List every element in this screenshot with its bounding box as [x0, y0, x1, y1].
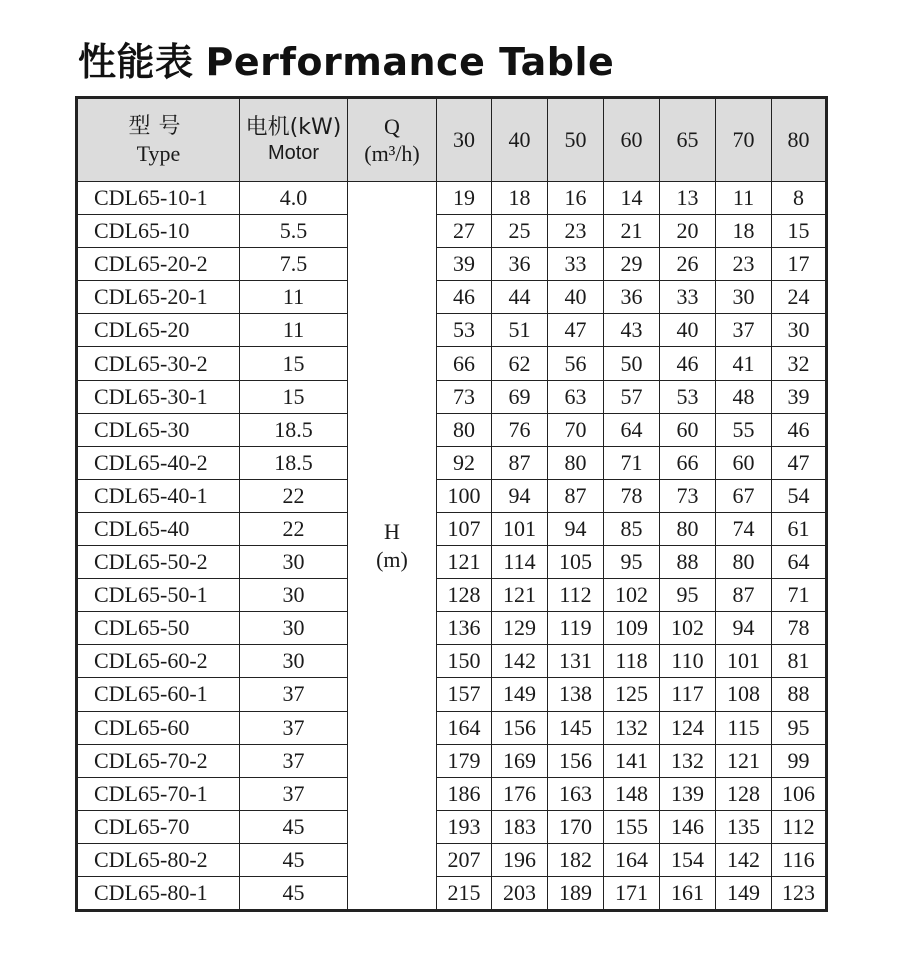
- head-value-cell: 61: [772, 512, 827, 545]
- head-value-cell: 100: [437, 479, 492, 512]
- head-value-cell: 163: [548, 777, 604, 810]
- head-value-cell: 39: [772, 380, 827, 413]
- motor-power-cell: 22: [240, 512, 348, 545]
- motor-power-cell: 30: [240, 645, 348, 678]
- head-value-cell: 132: [604, 711, 660, 744]
- head-value-cell: 78: [604, 479, 660, 512]
- motor-power-cell: 37: [240, 777, 348, 810]
- head-value-cell: 121: [437, 546, 492, 579]
- head-value-cell: 141: [604, 744, 660, 777]
- model-type-cell: CDL65-50-2: [77, 546, 240, 579]
- head-value-cell: 156: [548, 744, 604, 777]
- motor-power-cell: 45: [240, 843, 348, 876]
- model-type-cell: CDL65-20: [77, 314, 240, 347]
- head-value-cell: 66: [437, 347, 492, 380]
- head-value-cell: 112: [772, 810, 827, 843]
- head-value-cell: 69: [492, 380, 548, 413]
- head-value-cell: 179: [437, 744, 492, 777]
- head-value-cell: 14: [604, 182, 660, 215]
- head-value-cell: 80: [548, 446, 604, 479]
- head-value-cell: 81: [772, 645, 827, 678]
- head-value-cell: 60: [660, 413, 716, 446]
- head-value-cell: 193: [437, 810, 492, 843]
- head-value-cell: 94: [548, 512, 604, 545]
- head-value-cell: 128: [716, 777, 772, 810]
- head-value-cell: 23: [548, 215, 604, 248]
- head-value-cell: 107: [437, 512, 492, 545]
- type-header-zh: 型号: [128, 113, 189, 139]
- table-row: [77, 413, 827, 446]
- head-value-cell: 128: [437, 579, 492, 612]
- head-value-cell: 51: [492, 314, 548, 347]
- head-value-cell: 87: [492, 446, 548, 479]
- page-title: [78, 38, 614, 86]
- head-value-cell: 19: [437, 182, 492, 215]
- head-value-cell: 17: [772, 248, 827, 281]
- motor-power-cell: 30: [240, 546, 348, 579]
- table-row: [77, 810, 827, 843]
- flow-value-header: 70: [716, 98, 772, 182]
- head-value-cell: 99: [772, 744, 827, 777]
- head-value-cell: 64: [772, 546, 827, 579]
- model-type-cell: CDL65-40-1: [77, 479, 240, 512]
- head-value-cell: 164: [604, 843, 660, 876]
- head-value-cell: 32: [772, 347, 827, 380]
- head-value-cell: 40: [548, 281, 604, 314]
- table-row: [77, 876, 827, 910]
- head-value-cell: 149: [716, 876, 772, 910]
- motor-power-cell: 15: [240, 347, 348, 380]
- head-value-cell: 154: [660, 843, 716, 876]
- head-value-cell: 95: [772, 711, 827, 744]
- motor-header: [240, 98, 348, 182]
- table-row: [77, 281, 827, 314]
- table-row: [77, 314, 827, 347]
- head-value-cell: 203: [492, 876, 548, 910]
- model-type-cell: CDL65-40-2: [77, 446, 240, 479]
- motor-power-cell: 5.5: [240, 215, 348, 248]
- head-value-cell: 110: [660, 645, 716, 678]
- table-row: [77, 446, 827, 479]
- flow-value-header: 40: [492, 98, 548, 182]
- head-value-cell: 101: [492, 512, 548, 545]
- head-value-cell: 106: [772, 777, 827, 810]
- table-row: [77, 579, 827, 612]
- head-value-cell: 95: [660, 579, 716, 612]
- head-value-cell: 54: [772, 479, 827, 512]
- table-row: [77, 182, 827, 215]
- flow-value-header: 65: [660, 98, 716, 182]
- head-value-cell: 136: [437, 612, 492, 645]
- head-value-cell: 170: [548, 810, 604, 843]
- head-value-cell: 196: [492, 843, 548, 876]
- head-value-cell: 171: [604, 876, 660, 910]
- head-value-cell: 102: [604, 579, 660, 612]
- head-value-cell: 74: [716, 512, 772, 545]
- head-value-cell: 132: [660, 744, 716, 777]
- model-type-cell: CDL65-50: [77, 612, 240, 645]
- motor-power-cell: 11: [240, 281, 348, 314]
- head-value-cell: 146: [660, 810, 716, 843]
- head-value-cell: 36: [492, 248, 548, 281]
- motor-power-cell: 37: [240, 678, 348, 711]
- head-value-cell: 118: [604, 645, 660, 678]
- head-value-cell: 78: [772, 612, 827, 645]
- head-value-cell: 129: [492, 612, 548, 645]
- head-value-cell: 56: [548, 347, 604, 380]
- model-type-cell: CDL65-50-1: [77, 579, 240, 612]
- head-value-cell: 11: [716, 182, 772, 215]
- head-value-cell: 139: [660, 777, 716, 810]
- head-value-cell: 149: [492, 678, 548, 711]
- head-value-cell: 43: [604, 314, 660, 347]
- title-en: Performance Table: [205, 40, 615, 84]
- model-type-cell: CDL65-30: [77, 413, 240, 446]
- model-type-cell: CDL65-10-1: [77, 182, 240, 215]
- head-value-cell: 46: [772, 413, 827, 446]
- table-body: [77, 182, 827, 911]
- head-label-symbol: H: [384, 519, 400, 545]
- head-value-cell: 116: [772, 843, 827, 876]
- head-value-cell: 148: [604, 777, 660, 810]
- head-value-cell: 142: [716, 843, 772, 876]
- head-value-cell: 131: [548, 645, 604, 678]
- head-value-cell: 112: [548, 579, 604, 612]
- model-type-cell: CDL65-60-1: [77, 678, 240, 711]
- table-row: [77, 347, 827, 380]
- head-value-cell: 50: [604, 347, 660, 380]
- head-value-cell: 176: [492, 777, 548, 810]
- head-value-cell: 101: [716, 645, 772, 678]
- head-value-cell: 16: [548, 182, 604, 215]
- head-value-cell: 125: [604, 678, 660, 711]
- model-type-cell: CDL65-10: [77, 215, 240, 248]
- head-label-unit: (m): [376, 546, 408, 572]
- head-value-cell: 102: [660, 612, 716, 645]
- head-value-cell: 124: [660, 711, 716, 744]
- head-value-cell: 186: [437, 777, 492, 810]
- head-value-cell: 182: [548, 843, 604, 876]
- model-type-cell: CDL65-30-1: [77, 380, 240, 413]
- head-value-cell: 88: [660, 546, 716, 579]
- model-type-cell: CDL65-60: [77, 711, 240, 744]
- head-value-cell: 71: [772, 579, 827, 612]
- head-value-cell: 20: [660, 215, 716, 248]
- head-value-cell: 156: [492, 711, 548, 744]
- head-value-cell: 18: [492, 182, 548, 215]
- head-value-cell: 27: [437, 215, 492, 248]
- head-value-cell: 44: [492, 281, 548, 314]
- head-value-cell: 36: [604, 281, 660, 314]
- head-value-cell: 87: [548, 479, 604, 512]
- title-zh: 性能表: [78, 40, 194, 84]
- model-type-cell: CDL65-70: [77, 810, 240, 843]
- table-row: [77, 512, 827, 545]
- table-row: [77, 546, 827, 579]
- head-value-cell: 135: [716, 810, 772, 843]
- performance-table: [75, 96, 828, 912]
- head-value-cell: 119: [548, 612, 604, 645]
- head-value-cell: 33: [548, 248, 604, 281]
- head-value-cell: 145: [548, 711, 604, 744]
- head-value-cell: 33: [660, 281, 716, 314]
- table-row: [77, 380, 827, 413]
- model-type-cell: CDL65-40: [77, 512, 240, 545]
- head-value-cell: 95: [604, 546, 660, 579]
- head-value-cell: 37: [716, 314, 772, 347]
- flow-value-header: 60: [604, 98, 660, 182]
- head-value-cell: 29: [604, 248, 660, 281]
- head-value-cell: 169: [492, 744, 548, 777]
- head-value-cell: 76: [492, 413, 548, 446]
- model-type-cell: CDL65-30-2: [77, 347, 240, 380]
- model-type-cell: CDL65-20-2: [77, 248, 240, 281]
- head-value-cell: 105: [548, 546, 604, 579]
- model-type-cell: CDL65-70-1: [77, 777, 240, 810]
- head-value-cell: 115: [716, 711, 772, 744]
- head-value-cell: 161: [660, 876, 716, 910]
- flow-header-symbol: Q: [384, 113, 400, 139]
- head-value-cell: 157: [437, 678, 492, 711]
- head-value-cell: 215: [437, 876, 492, 910]
- flow-header: [348, 98, 437, 182]
- head-value-cell: 66: [660, 446, 716, 479]
- head-value-cell: 73: [437, 380, 492, 413]
- head-value-cell: 41: [716, 347, 772, 380]
- head-value-cell: 80: [437, 413, 492, 446]
- motor-header-en: Motor: [267, 142, 320, 165]
- head-value-cell: 92: [437, 446, 492, 479]
- table-row: [77, 645, 827, 678]
- head-value-cell: 150: [437, 645, 492, 678]
- motor-power-cell: 18.5: [240, 446, 348, 479]
- motor-power-cell: 11: [240, 314, 348, 347]
- motor-power-cell: 15: [240, 380, 348, 413]
- head-value-cell: 64: [604, 413, 660, 446]
- head-value-cell: 207: [437, 843, 492, 876]
- flow-header-unit: (m³/h): [364, 141, 420, 166]
- head-value-cell: 48: [716, 380, 772, 413]
- motor-header-zh: 电机(kW): [245, 114, 342, 140]
- head-value-cell: 62: [492, 347, 548, 380]
- head-value-cell: 26: [660, 248, 716, 281]
- head-value-cell: 30: [772, 314, 827, 347]
- head-value-cell: 24: [772, 281, 827, 314]
- head-value-cell: 39: [437, 248, 492, 281]
- head-value-cell: 8: [772, 182, 827, 215]
- head-value-cell: 15: [772, 215, 827, 248]
- head-label-cell: [348, 182, 437, 911]
- head-value-cell: 70: [548, 413, 604, 446]
- head-value-cell: 47: [548, 314, 604, 347]
- head-value-cell: 85: [604, 512, 660, 545]
- head-value-cell: 40: [660, 314, 716, 347]
- head-value-cell: 46: [660, 347, 716, 380]
- motor-power-cell: 37: [240, 744, 348, 777]
- head-value-cell: 87: [716, 579, 772, 612]
- head-value-cell: 80: [660, 512, 716, 545]
- head-value-cell: 53: [660, 380, 716, 413]
- head-value-cell: 23: [716, 248, 772, 281]
- head-value-cell: 88: [772, 678, 827, 711]
- model-type-cell: CDL65-60-2: [77, 645, 240, 678]
- table-row: [77, 678, 827, 711]
- head-value-cell: 164: [437, 711, 492, 744]
- head-value-cell: 46: [437, 281, 492, 314]
- motor-power-cell: 22: [240, 479, 348, 512]
- head-value-cell: 117: [660, 678, 716, 711]
- head-value-cell: 25: [492, 215, 548, 248]
- head-value-cell: 123: [772, 876, 827, 910]
- head-value-cell: 114: [492, 546, 548, 579]
- head-value-cell: 94: [492, 479, 548, 512]
- type-header-en: Type: [136, 141, 181, 166]
- model-type-cell: CDL65-80-1: [77, 876, 240, 910]
- head-value-cell: 63: [548, 380, 604, 413]
- motor-power-cell: 30: [240, 612, 348, 645]
- table-row: [77, 215, 827, 248]
- model-type-cell: CDL65-80-2: [77, 843, 240, 876]
- head-value-cell: 142: [492, 645, 548, 678]
- head-value-cell: 73: [660, 479, 716, 512]
- head-value-cell: 121: [716, 744, 772, 777]
- table-row: [77, 711, 827, 744]
- motor-power-cell: 4.0: [240, 182, 348, 215]
- head-value-cell: 55: [716, 413, 772, 446]
- model-type-cell: CDL65-70-2: [77, 744, 240, 777]
- flow-value-header: 50: [548, 98, 604, 182]
- table-row: [77, 744, 827, 777]
- head-value-cell: 155: [604, 810, 660, 843]
- head-value-cell: 108: [716, 678, 772, 711]
- motor-power-cell: 30: [240, 579, 348, 612]
- table-row: [77, 248, 827, 281]
- head-value-cell: 53: [437, 314, 492, 347]
- motor-power-cell: 45: [240, 876, 348, 910]
- head-value-cell: 109: [604, 612, 660, 645]
- flow-value-header: 80: [772, 98, 827, 182]
- head-value-cell: 121: [492, 579, 548, 612]
- header-row: [77, 98, 827, 182]
- model-type-cell: CDL65-20-1: [77, 281, 240, 314]
- head-value-cell: 47: [772, 446, 827, 479]
- motor-power-cell: 18.5: [240, 413, 348, 446]
- head-value-cell: 138: [548, 678, 604, 711]
- table-row: [77, 777, 827, 810]
- head-value-cell: 30: [716, 281, 772, 314]
- head-value-cell: 67: [716, 479, 772, 512]
- head-value-cell: 189: [548, 876, 604, 910]
- motor-power-cell: 37: [240, 711, 348, 744]
- table-row: [77, 612, 827, 645]
- head-value-cell: 57: [604, 380, 660, 413]
- head-value-cell: 13: [660, 182, 716, 215]
- head-value-cell: 183: [492, 810, 548, 843]
- head-value-cell: 60: [716, 446, 772, 479]
- head-value-cell: 21: [604, 215, 660, 248]
- table-row: [77, 479, 827, 512]
- table-row: [77, 843, 827, 876]
- flow-value-header: 30: [437, 98, 492, 182]
- head-value-cell: 94: [716, 612, 772, 645]
- head-value-cell: 18: [716, 215, 772, 248]
- head-value-cell: 71: [604, 446, 660, 479]
- type-header: [77, 98, 240, 182]
- head-value-cell: 80: [716, 546, 772, 579]
- motor-power-cell: 45: [240, 810, 348, 843]
- motor-power-cell: 7.5: [240, 248, 348, 281]
